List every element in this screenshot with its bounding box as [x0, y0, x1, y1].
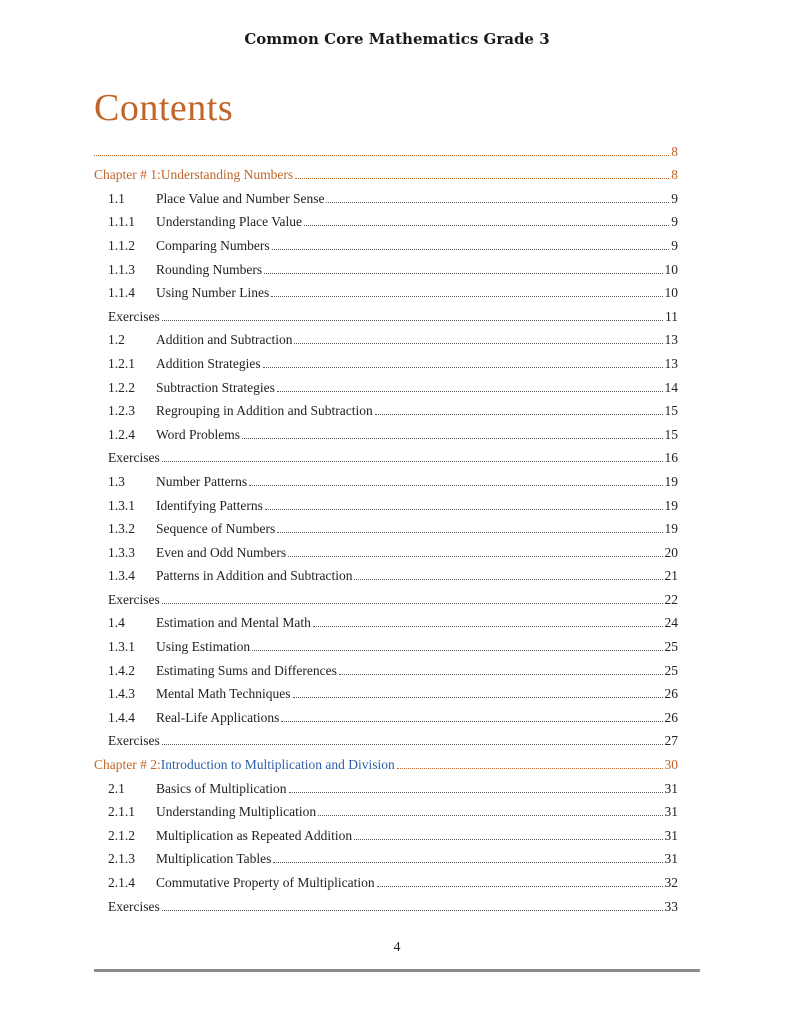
toc-entry-page: 27: [664, 733, 678, 749]
toc-entry-title: Comparing Numbers: [156, 237, 270, 253]
toc-entry-title: Multiplication as Repeated Addition: [156, 827, 353, 843]
toc-entry[interactable]: [94, 443, 678, 467]
toc-entry[interactable]: [94, 466, 678, 490]
toc-entry[interactable]: [94, 726, 678, 750]
toc-entry-page: 8: [671, 143, 678, 159]
toc-entry[interactable]: [94, 254, 678, 278]
toc-entry-number: 1.3: [108, 473, 125, 489]
toc-entry[interactable]: [94, 278, 678, 302]
dot-leader: [162, 603, 663, 604]
dot-leader: [295, 178, 669, 179]
toc-entry-number: 1.1.3: [108, 261, 135, 277]
toc-entry-number: 1.4.2: [108, 662, 135, 678]
toc-entry[interactable]: [94, 514, 678, 538]
toc-entry-number: Chapter # 2:: [94, 757, 161, 773]
toc-entry-title: Real-Life Applications: [156, 709, 280, 725]
toc-entry[interactable]: [94, 584, 678, 608]
toc-entry-page: 21: [664, 568, 678, 584]
toc-entry[interactable]: [94, 183, 678, 207]
toc-entry-title: Basics of Multiplication: [156, 780, 287, 796]
dot-leader: [162, 461, 663, 462]
dot-leader: [273, 862, 662, 863]
toc-entry-number: 2.1: [108, 780, 125, 796]
toc-entry-title: Using Estimation: [156, 639, 251, 655]
toc-entry-number: 1.4: [108, 615, 125, 631]
toc-entry[interactable]: [94, 749, 678, 773]
dot-leader: [272, 249, 670, 250]
toc-entry-page: 30: [664, 757, 678, 773]
toc-entry-number: 1.4.4: [108, 709, 135, 725]
toc-entry-number: 2.1.3: [108, 851, 135, 867]
page-header-title: Common Core Mathematics Grade 3: [244, 30, 550, 48]
toc-entry-page: 14: [664, 379, 678, 395]
dot-leader: [263, 367, 663, 368]
toc-entry[interactable]: [94, 537, 678, 561]
toc-entry-number: 1.1.2: [108, 237, 135, 253]
toc-entry-page: 15: [664, 403, 678, 419]
toc-entry-title: Sequence of Numbers: [156, 521, 276, 537]
dot-leader: [354, 839, 662, 840]
toc-entry-title: Exercises: [108, 591, 160, 607]
dot-leader: [252, 650, 662, 651]
toc-entry-title: Rounding Numbers: [156, 261, 263, 277]
toc-entry-page: 16: [664, 450, 678, 466]
toc-entry-title: Addition Strategies: [156, 355, 261, 371]
toc-entry-page: 26: [664, 709, 678, 725]
toc-entry-number: 1.1: [108, 190, 125, 206]
toc-entry[interactable]: [94, 679, 678, 703]
dot-leader: [304, 225, 669, 226]
dot-leader: [339, 674, 663, 675]
toc-entry-page: 19: [664, 521, 678, 537]
dot-leader: [277, 532, 662, 533]
toc-entry-title: Subtraction Strategies: [156, 379, 275, 395]
toc-entry-title: Exercises: [108, 308, 160, 324]
toc-entry-title: Understanding Multiplication: [156, 804, 317, 820]
toc-entry-title: Using Number Lines: [156, 285, 270, 301]
dot-leader: [354, 579, 662, 580]
toc-entry-page: 31: [664, 851, 678, 867]
toc-entry-page: 24: [664, 615, 678, 631]
dot-leader: [281, 721, 662, 722]
toc-entry-title: Introduction to Multiplication and Division: [160, 757, 395, 773]
dot-leader: [277, 391, 663, 392]
toc-entry-number: 2.1.4: [108, 875, 135, 890]
dot-leader: [313, 626, 663, 627]
toc-entry-title: Exercises: [108, 450, 160, 466]
toc-entry-page: 33: [664, 898, 678, 914]
toc-entry-page: 19: [664, 473, 678, 489]
toc-entry-page: 11: [665, 308, 678, 324]
toc-entry-title: Understanding Numbers: [160, 167, 294, 183]
toc-entry[interactable]: [94, 702, 678, 726]
toc-entry-page: 32: [664, 875, 678, 890]
toc-entry[interactable]: [94, 396, 678, 420]
toc-entry-number: 1.1.1: [108, 214, 135, 230]
toc-entry-number: 1.2.2: [108, 379, 135, 395]
toc-entry-title: Identifying Patterns: [156, 497, 263, 513]
toc-entry-title: Understanding Place Value: [156, 214, 302, 230]
dot-leader: [265, 509, 663, 510]
toc-entry-number: 1.2.3: [108, 403, 135, 419]
dot-leader: [162, 744, 663, 745]
toc-entry[interactable]: [94, 348, 678, 372]
toc-entry-number: Chapter # 1:: [94, 167, 161, 183]
toc-entry-title: Even and Odd Numbers: [156, 544, 287, 560]
toc-entry-page: 31: [664, 780, 678, 796]
toc-entry[interactable]: [94, 891, 678, 915]
toc-entry[interactable]: [94, 160, 678, 184]
toc-entry-page: 15: [664, 426, 678, 442]
toc-entry-title: Number Patterns: [156, 473, 248, 489]
dot-leader: [397, 768, 663, 769]
dot-leader: [377, 886, 663, 887]
toc-entry[interactable]: [94, 608, 678, 632]
toc-entry-page: 25: [664, 662, 678, 678]
toc-entry-number: 2.1.1: [108, 804, 135, 820]
toc-entry[interactable]: [94, 230, 678, 254]
toc-entry-title: Word Problems: [156, 426, 241, 442]
toc-entry-page: 22: [664, 591, 678, 607]
toc-entry-number: 1.3.4: [108, 568, 135, 584]
toc-entry-number: 1.2.4: [108, 426, 135, 442]
toc-entry-page: 31: [664, 827, 678, 843]
toc-entry-number: 1.3.2: [108, 521, 135, 537]
toc-entry[interactable]: [94, 136, 678, 160]
toc-entry-page: 8: [671, 167, 678, 183]
toc-entry-number: 1.2: [108, 332, 125, 348]
toc-entry[interactable]: [94, 419, 678, 443]
dot-leader: [162, 910, 663, 911]
toc-entry-title: Exercises: [108, 733, 160, 749]
dot-leader: [271, 296, 662, 297]
footer-rule: [94, 969, 700, 972]
toc-entry[interactable]: [94, 207, 678, 231]
toc-entry[interactable]: [94, 867, 678, 891]
dot-leader: [242, 438, 662, 439]
toc-entry-title: Addition and Subtraction: [156, 332, 293, 348]
toc-entry[interactable]: [94, 372, 678, 396]
toc-entry-page: 9: [671, 214, 678, 230]
dot-leader: [94, 155, 669, 156]
dot-leader: [375, 414, 663, 415]
toc-entry[interactable]: [94, 820, 678, 844]
toc-entry-title: Commutative Property of Multiplication: [156, 875, 375, 890]
toc-entry[interactable]: [94, 561, 678, 585]
page-number: 4: [393, 940, 401, 955]
dot-leader: [162, 320, 663, 321]
toc-entry-title: Multiplication Tables: [156, 851, 272, 867]
toc-entry-page: 9: [671, 237, 678, 253]
toc-entry-title: Exercises: [108, 898, 160, 914]
dot-leader: [326, 202, 669, 203]
toc-entry-page: 9: [671, 190, 678, 206]
toc-entry-number: 1.3.1: [108, 639, 135, 655]
toc-entry-page: 26: [664, 686, 678, 702]
toc-entry[interactable]: [94, 844, 678, 868]
dot-leader: [289, 792, 663, 793]
toc-entry-title: Estimation and Mental Math: [156, 615, 311, 631]
toc-entry-title: Regrouping in Addition and Subtraction: [156, 403, 373, 419]
dot-leader: [294, 343, 662, 344]
toc-entry-page: 13: [664, 355, 678, 371]
toc-entry-page: 10: [664, 285, 678, 301]
toc-entry-title: Patterns in Addition and Subtraction: [156, 568, 353, 584]
toc-entry[interactable]: [94, 773, 678, 797]
toc-entry-title: Mental Math Techniques: [156, 686, 291, 702]
dot-leader: [249, 485, 662, 486]
toc-entry[interactable]: [94, 490, 678, 514]
contents-heading: Contents: [94, 87, 234, 129]
dot-leader: [288, 556, 662, 557]
toc-entry-title: Place Value and Number Sense: [156, 190, 325, 206]
toc-entry[interactable]: [94, 325, 678, 349]
dot-leader: [318, 815, 662, 816]
toc-entry[interactable]: [94, 797, 678, 821]
toc-entry[interactable]: [94, 655, 678, 679]
toc-entry-number: 1.4.3: [108, 686, 135, 702]
toc-entry[interactable]: [94, 301, 678, 325]
table-of-contents: [94, 136, 678, 915]
toc-entry[interactable]: [94, 631, 678, 655]
dot-leader: [264, 273, 662, 274]
toc-entry-page: 20: [664, 544, 678, 560]
toc-entry-number: 2.1.2: [108, 827, 135, 843]
toc-entry-number: 1.1.4: [108, 285, 135, 301]
toc-entry-page: 13: [664, 332, 678, 348]
toc-entry-page: 10: [664, 261, 678, 277]
toc-entry-title: Estimating Sums and Differences: [156, 662, 337, 678]
toc-entry-number: 1.3.1: [108, 497, 135, 513]
toc-entry-number: 1.3.3: [108, 544, 135, 560]
toc-entry-number: 1.2.1: [108, 355, 135, 371]
dot-leader: [293, 697, 663, 698]
toc-entry-page: 19: [664, 497, 678, 513]
toc-entry-page: 25: [664, 639, 678, 655]
toc-entry-page: 31: [664, 804, 678, 820]
